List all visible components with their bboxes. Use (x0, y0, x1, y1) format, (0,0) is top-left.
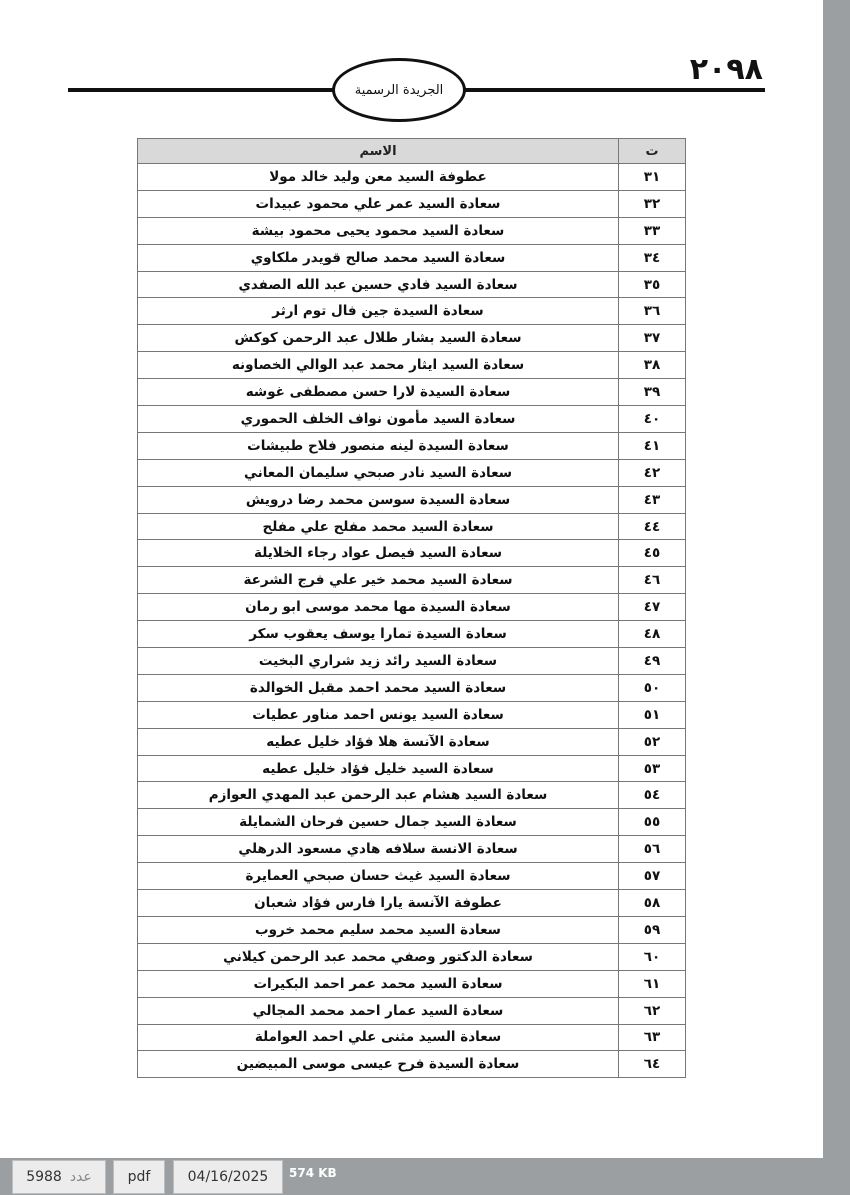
row-name: سعادة السيد رائد زيد شراري البخيت (138, 648, 619, 675)
table-row (138, 674, 686, 701)
page-number: ٢٠٩٨ (689, 52, 763, 87)
table-row (138, 567, 686, 594)
row-name: سعادة السيدة لينه منصور فلاح طبيشات (138, 432, 619, 459)
table-row (138, 809, 686, 836)
row-name: سعادة السيد ايثار محمد عبد الوالي الخصاونه (138, 352, 619, 379)
publish-date: 04/16/2025 (187, 1169, 269, 1185)
names-table (137, 138, 686, 1078)
row-number: ٥٥ (619, 809, 686, 836)
row-name: سعادة السيد محمد سليم محمد خروب (138, 916, 619, 943)
column-header-number: ت (619, 139, 686, 164)
row-name: سعادة السيد نادر صبحي سليمان المعاني (138, 459, 619, 486)
row-name: سعادة السيد عمار احمد محمد المجالي (138, 997, 619, 1024)
table-row (138, 970, 686, 997)
table-row (138, 836, 686, 863)
table-row (138, 648, 686, 675)
row-number: ٦١ (619, 970, 686, 997)
table-row (138, 728, 686, 755)
row-name: سعادة السيدة فرح عيسى موسى المبيضين (138, 1051, 619, 1078)
row-name: سعادة السيدة مها محمد موسى ابو رمان (138, 594, 619, 621)
table-row (138, 701, 686, 728)
row-number: ٦٠ (619, 943, 686, 970)
row-name: سعادة السيد خليل فؤاد خليل عطيه (138, 755, 619, 782)
row-number: ٥٨ (619, 890, 686, 917)
row-name: سعادة السيد مأمون نواف الخلف الحموري (138, 406, 619, 433)
row-number: ٣٤ (619, 244, 686, 271)
row-name: سعادة السيد فادي حسين عبد الله الصفدي (138, 271, 619, 298)
row-number: ٤٤ (619, 513, 686, 540)
row-name: سعادة السيد مثنى علي احمد العواملة (138, 1024, 619, 1051)
row-name: سعادة السيد محمود يحيى محمود بيشة (138, 217, 619, 244)
row-name: سعادة السيد عمر علي محمود عبيدات (138, 190, 619, 217)
row-name: سعادة الآنسة هلا فؤاد خليل عطيه (138, 728, 619, 755)
table-row (138, 217, 686, 244)
row-number: ٤٧ (619, 594, 686, 621)
format-label: pdf (127, 1169, 151, 1185)
table-row (138, 190, 686, 217)
row-name: سعادة السيد جمال حسين فرحان الشمايلة (138, 809, 619, 836)
row-number: ٤٥ (619, 540, 686, 567)
row-name: سعادة السيد يونس احمد مناور عطيات (138, 701, 619, 728)
row-number: ٥٧ (619, 863, 686, 890)
column-header-name: الاسم (138, 139, 619, 164)
row-number: ٤٩ (619, 648, 686, 675)
table-body (138, 164, 686, 1078)
date-box (173, 1160, 283, 1194)
table-row (138, 755, 686, 782)
table-row (138, 513, 686, 540)
table-row (138, 1051, 686, 1078)
row-name: عطوفة السيد معن وليد خالد مولا (138, 164, 619, 191)
table-row (138, 244, 686, 271)
row-name: سعادة السيدة لارا حسن مصطفى غوشه (138, 379, 619, 406)
table-row (138, 298, 686, 325)
row-number: ٣٥ (619, 271, 686, 298)
row-name: سعادة السيدة جين فال توم ارثر (138, 298, 619, 325)
row-number: ٥٠ (619, 674, 686, 701)
table-row (138, 432, 686, 459)
row-name: سعادة السيد محمد صالح قويدر ملكاوي (138, 244, 619, 271)
row-number: ٦٢ (619, 997, 686, 1024)
publication-title: الجريدة الرسمية (354, 82, 444, 98)
row-number: ٤١ (619, 432, 686, 459)
row-number: ٣٧ (619, 325, 686, 352)
table-row (138, 540, 686, 567)
table-row (138, 943, 686, 970)
row-number: ٣٩ (619, 379, 686, 406)
row-number: ٤٦ (619, 567, 686, 594)
row-number: ٦٣ (619, 1024, 686, 1051)
table-row (138, 486, 686, 513)
row-number: ٤٣ (619, 486, 686, 513)
table-row (138, 594, 686, 621)
table-row (138, 271, 686, 298)
format-box[interactable] (113, 1160, 165, 1194)
table-row (138, 459, 686, 486)
publication-oval (332, 58, 466, 122)
row-name: سعادة السيد هشام عبد الرحمن عبد المهدي العوازم (138, 782, 619, 809)
row-number: ٣١ (619, 164, 686, 191)
table-row (138, 164, 686, 191)
row-name: عطوفة الآنسة يارا فارس فؤاد شعبان (138, 890, 619, 917)
row-name: سعادة السيد محمد خير علي فرج الشرعة (138, 567, 619, 594)
row-number: ٥١ (619, 701, 686, 728)
row-number: ٤٠ (619, 406, 686, 433)
row-number: ٣٦ (619, 298, 686, 325)
table-header-row (138, 139, 686, 164)
row-name: سعادة السيد بشار طلال عبد الرحمن كوكش (138, 325, 619, 352)
table-row (138, 352, 686, 379)
row-number: ٣٨ (619, 352, 686, 379)
row-number: ٥٤ (619, 782, 686, 809)
file-size: 574 KB (289, 1166, 337, 1180)
row-number: ٥٦ (619, 836, 686, 863)
row-number: ٤٢ (619, 459, 686, 486)
row-number: ٥٣ (619, 755, 686, 782)
table-row (138, 379, 686, 406)
row-number: ٣٢ (619, 190, 686, 217)
table-row (138, 406, 686, 433)
table-row (138, 916, 686, 943)
row-name: سعادة السيد فيصل عواد رجاء الخلايلة (138, 540, 619, 567)
row-number: ٦٤ (619, 1051, 686, 1078)
row-number: ٤٨ (619, 621, 686, 648)
row-number: ٥٢ (619, 728, 686, 755)
issue-number: 5988 (26, 1169, 62, 1185)
table-row (138, 1024, 686, 1051)
row-name: سعادة السيد محمد عمر احمد البكيرات (138, 970, 619, 997)
table-row (138, 863, 686, 890)
issue-label: عدد (69, 1169, 92, 1185)
table-row (138, 997, 686, 1024)
table-row (138, 890, 686, 917)
row-number: ٣٣ (619, 217, 686, 244)
row-name: سعادة السيد غيث حسان صبحي العمايرة (138, 863, 619, 890)
table-row (138, 782, 686, 809)
table-row (138, 325, 686, 352)
row-name: سعادة السيدة تمارا يوسف يعقوب سكر (138, 621, 619, 648)
row-name: سعادة السيدة سوسن محمد رضا درويش (138, 486, 619, 513)
row-name: سعادة السيد محمد احمد مقبل الخوالدة (138, 674, 619, 701)
issue-number-box (12, 1160, 106, 1194)
row-number: ٥٩ (619, 916, 686, 943)
row-name: سعادة السيد محمد مفلح علي مفلح (138, 513, 619, 540)
row-name: سعادة الدكتور وصفي محمد عبد الرحمن كيلاني (138, 943, 619, 970)
table-row (138, 621, 686, 648)
row-name: سعادة الانسة سلافه هادي مسعود الدرهلي (138, 836, 619, 863)
